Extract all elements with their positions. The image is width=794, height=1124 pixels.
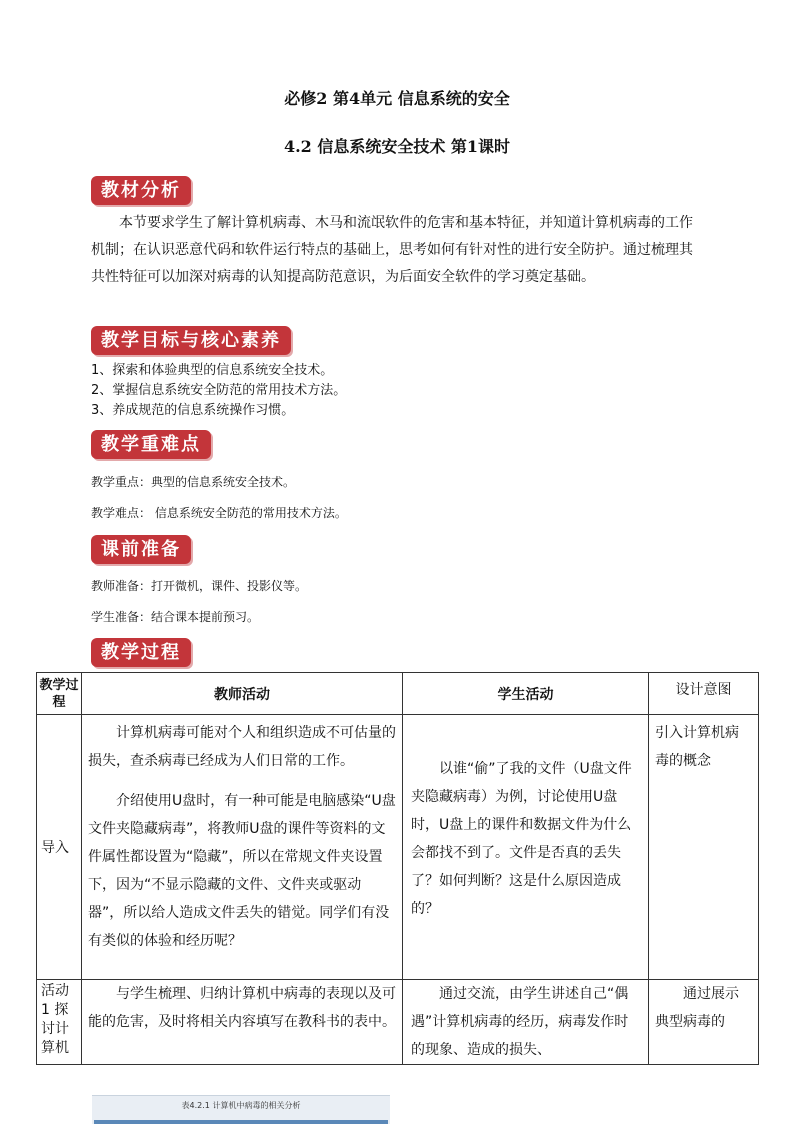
table-image-thumbnail [92,1095,390,1124]
teacher-cell [82,715,403,980]
goal-item: 3、养成规范的信息系统操作习惯。 [91,403,295,418]
section-heading-prep: 课前准备 [91,535,191,564]
teacher-text: 与学生梳理、归纳计算机中病毒的表现以及可能的危害，及时将相关内容填写在教科书的表中。 [88,986,396,1030]
intent-text: 通过展示典型病毒的 [655,986,739,1030]
goal-item: 1、探索和体验典型的信息系统安全技术。 [91,363,334,378]
header-stage: 教学过程 [37,673,82,715]
student-cell [403,715,649,980]
section-heading-keypoints: 教学重难点 [91,430,211,459]
teacher-text: 计算机病毒可能对个人和组织造成不可估量的损失，查杀病毒已经成为人们日常的工作。 [88,725,396,769]
thumbnail-caption: 表4.2.1 计算机中病毒的相关分析 [181,1101,301,1110]
table-row [37,715,759,980]
stage-cell: 活动1 探讨计算机 [37,980,82,1065]
student-prep: 学生准备：结合课本提前预习。 [91,610,260,624]
student-text: 通过交流，由学生讲述自己“偶遇”计算机病毒的经历，病毒发作时的现象、造成的损失、 [411,986,629,1058]
goal-item: 2、掌握信息系统安全防范的常用技术方法。 [91,383,347,398]
student-cell [403,980,649,1065]
material-analysis-text: 本节要求学生了解计算机病毒、木马和流氓软件的危害和基本特征，并知道计算机病毒的工作机制；在认识恶意代码和软件运行特点的基础上，思考如何有针对性的进行安全防护。通过梳理其共性特征可以加深对病毒的认知提高防范意识，为后面安全软件的学习奠定基础。 [91,215,693,285]
intent-cell [649,715,759,980]
teaching-difficulty: 教学难点： 信息系统安全防范的常用技术方法。 [91,506,347,520]
teacher-prep: 教师准备：打开微机，课件、投影仪等。 [91,579,308,593]
section-heading-goals: 教学目标与核心素养 [91,326,291,355]
teacher-cell [82,980,403,1065]
table-header-row [37,673,759,715]
stage-cell: 导入 [37,715,82,980]
intent-cell [649,980,759,1065]
student-text: 以谁“偷”了我的文件（U盘文件夹隐藏病毒）为例，讨论使用U盘时，U盘上的课件和数据文件为什么会都找不到了。文件是否真的丢失了？如何判断？这是什么原因造成的？ [411,761,632,917]
header-intent: 设计意图 [649,673,759,715]
section-heading-process: 教学过程 [91,638,191,667]
teacher-text: 介绍使用U盘时，有一种可能是电脑感染“U盘文件夹隐藏病毒”，将教师U盘的课件等资料的文件属性都设置为“隐藏”，所以在常规文件夹设置下，因为“不显示隐藏的文件、文件夹或驱动器”，所以给人造成文件丢失的错觉。同学们有没有类似的体验和经历呢？ [88,793,396,949]
section-heading-material: 教材分析 [91,176,191,205]
header-student: 学生活动 [403,673,649,715]
teaching-focus: 教学重点：典型的信息系统安全技术。 [91,475,296,489]
table-row [37,980,759,1065]
goals-list [91,361,346,421]
lesson-title: 4.2 信息系统安全技术 第1课时 [283,137,511,156]
intent-text: 引入计算机病毒的概念 [655,725,739,769]
header-teacher: 教师活动 [82,673,403,715]
teaching-process-table [36,672,759,1065]
unit-title: 必修2 第4单元 信息系统的安全 [284,89,510,108]
thumbnail-header-bar [94,1120,388,1124]
